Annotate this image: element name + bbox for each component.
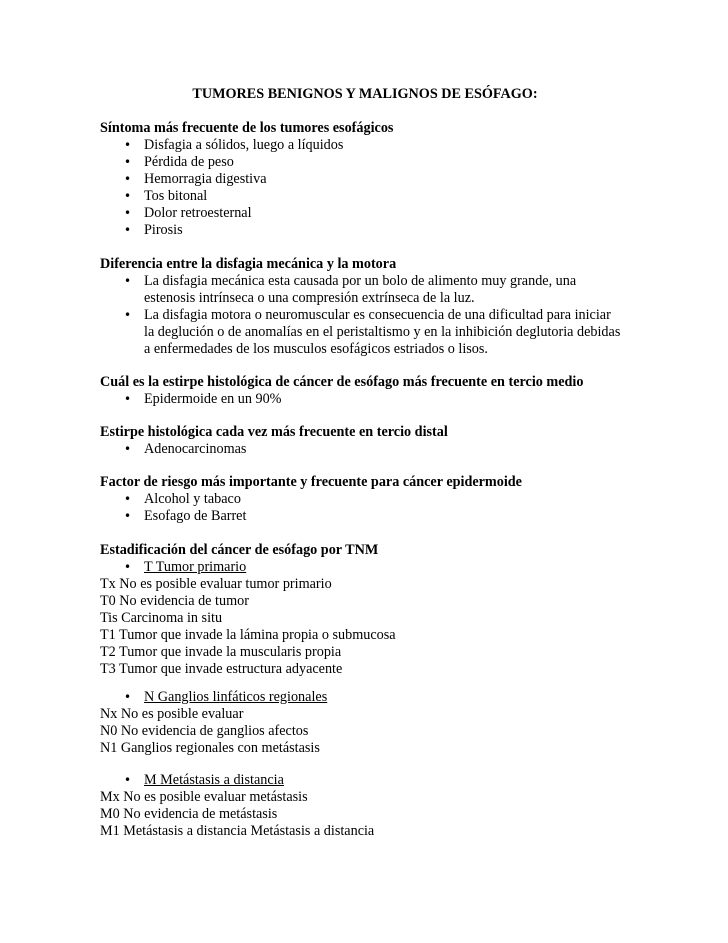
bullet-list: [100, 441, 660, 458]
list-item: [100, 273, 660, 307]
tnm-line: Mx No es posible evaluar metástasis: [100, 789, 308, 805]
section-tnm-n: [100, 689, 660, 757]
section-heading: Diferencia entre la disfagia mecánica y la motora: [100, 256, 397, 272]
section-middle-third-histology: [100, 374, 660, 408]
bullet-list: [100, 391, 660, 408]
bullet-list: [100, 689, 660, 706]
tnm-line: T2 Tumor que invade la muscularis propia: [100, 644, 342, 660]
tnm-line: M0 No evidencia de metástasis: [100, 806, 278, 822]
list-item-line: • La disfagia mecánica esta causada por un bolo de alimento muy grande, una: [144, 273, 577, 289]
tnm-n-label: [100, 689, 660, 706]
document-title: TUMORES BENIGNOS Y MALIGNOS DE ESÓFAGO:: [192, 86, 538, 102]
bullet-list: [100, 491, 660, 525]
list-item-line: la deglución o de anomalías en el peristaltismo y en la inhibición deglutoria debidas: [144, 324, 621, 340]
list-item: • Dolor retroesternal: [100, 205, 660, 222]
list-item-line: • La disfagia motora o neuromuscular es consecuencia de una dificultad para iniciar: [144, 307, 611, 323]
list-item: • Pérdida de peso: [100, 154, 660, 171]
bullet-list: [100, 772, 660, 789]
tnm-line: Nx No es posible evaluar: [100, 706, 244, 722]
section-tnm-m: [100, 772, 660, 840]
bullet-list: [100, 273, 660, 358]
list-item: • Tos bitonal: [100, 188, 660, 205]
tnm-t-label-text: T Tumor primario: [144, 559, 247, 575]
section-risk-factors: [100, 474, 660, 525]
tnm-m-label-text: M Metástasis a distancia: [144, 772, 284, 788]
section-heading: Estirpe histológica cada vez más frecuente en tercio distal: [100, 424, 448, 440]
section-heading: Factor de riesgo más importante y frecuente para cáncer epidermoide: [100, 474, 522, 490]
tnm-line: T0 No evidencia de tumor: [100, 593, 249, 609]
bullet-list: [100, 137, 660, 239]
list-item: • Disfagia a sólidos, luego a líquidos: [100, 137, 660, 154]
tnm-line: T1 Tumor que invade la lámina propia o submucosa: [100, 627, 396, 643]
list-item: • Esofago de Barret: [100, 508, 660, 525]
bullet-list: [100, 559, 660, 576]
list-item: • Pirosis: [100, 222, 660, 239]
tnm-line: N1 Ganglios regionales con metástasis: [100, 740, 320, 756]
list-item: • Hemorragia digestiva: [100, 171, 660, 188]
list-item-line: a enfermedades de los musculos esofágicos estriados o lisos.: [144, 341, 488, 357]
tnm-line: Tx No es posible evaluar tumor primario: [100, 576, 332, 592]
section-distal-third-histology: [100, 424, 660, 458]
section-heading: Síntoma más frecuente de los tumores esofágicos: [100, 120, 394, 136]
tnm-m-label: [100, 772, 660, 789]
list-item: [100, 307, 660, 358]
tnm-n-label-text: N Ganglios linfáticos regionales: [144, 689, 328, 705]
tnm-t-label: [100, 559, 660, 576]
tnm-line: T3 Tumor que invade estructura adyacente: [100, 661, 343, 677]
section-heading: Estadificación del cáncer de esófago por TNM: [100, 542, 379, 558]
section-heading: Cuál es la estirpe histológica de cáncer de esófago más frecuente en tercio medio: [100, 374, 584, 390]
section-symptoms: [100, 120, 660, 239]
tnm-line: M1 Metástasis a distancia Metástasis a distancia: [100, 823, 375, 839]
list-item-line: estenosis intrínseca o una compresión extrínseca de la luz.: [144, 290, 475, 306]
section-dysphagia-difference: [100, 256, 660, 358]
list-item: • Epidermoide en un 90%: [100, 391, 660, 408]
tnm-line: N0 No evidencia de ganglios afectos: [100, 723, 309, 739]
tnm-line: Tis Carcinoma in situ: [100, 610, 223, 626]
list-item: • Alcohol y tabaco: [100, 491, 660, 508]
section-tnm-staging: [100, 542, 660, 678]
list-item: • Adenocarcinomas: [100, 441, 660, 458]
